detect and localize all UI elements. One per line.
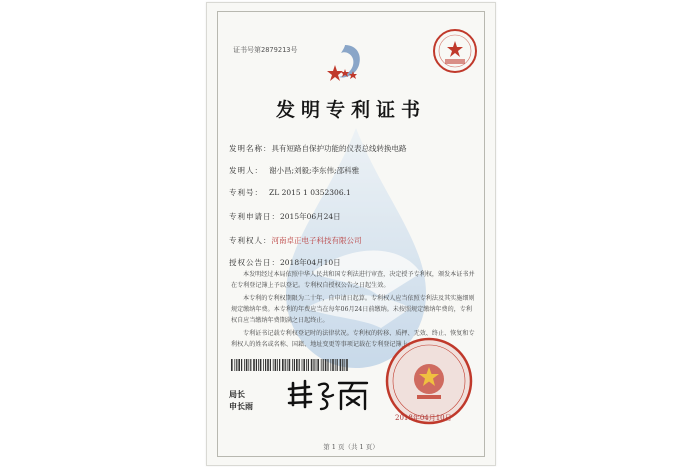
barcode-bar <box>337 359 338 371</box>
field-patentee <box>229 235 362 246</box>
barcode-bar <box>256 359 257 371</box>
certificate-paper <box>206 2 496 466</box>
barcode-bar <box>330 359 331 371</box>
certificate-title: 发明专利证书 <box>275 99 426 121</box>
barcode-bar <box>344 359 345 371</box>
field-label: 发明名称： <box>229 144 272 153</box>
field-invention-name <box>229 143 407 154</box>
page-footer: 第 1 页（共 1 页） <box>323 443 379 451</box>
barcode-bar <box>277 359 278 371</box>
barcode-bar <box>327 359 328 371</box>
barcode-bar <box>236 359 237 371</box>
field-label: 专利申请日： <box>229 212 280 221</box>
barcode-bar <box>234 359 235 371</box>
barcode-bar <box>294 359 295 371</box>
field-grant-date <box>229 257 341 268</box>
certificate-number <box>233 45 298 55</box>
field-label: 授权公告日： <box>229 258 280 267</box>
barcode-bar <box>246 359 248 371</box>
field-label: 专利号： <box>229 188 263 197</box>
barcode-bar <box>302 359 303 371</box>
barcode-bar <box>282 359 284 371</box>
barcode-bar <box>323 359 324 371</box>
field-value: 2018年04月10日 <box>280 258 341 267</box>
barcode-bar <box>273 359 274 371</box>
barcode-bar <box>244 359 245 371</box>
barcode-bar <box>332 359 334 371</box>
barcode-bar <box>296 359 298 371</box>
field-inventors <box>229 165 359 176</box>
barcode-bar <box>267 359 269 371</box>
barcode-bar <box>299 359 300 371</box>
barcode-bar <box>285 359 286 371</box>
barcode-bar <box>275 359 277 371</box>
barcode-bar <box>311 359 313 371</box>
barcode-bar <box>289 359 291 371</box>
barcode-bar <box>342 359 343 371</box>
field-patent-number <box>229 187 351 198</box>
barcode-bar <box>270 359 271 371</box>
barcode-bar <box>238 359 240 371</box>
body-paragraph: 本发明经过本局依照中华人民共和国专利法进行审查，决定授予专利权，颁发本证书并在专利登记簿上予以登记。专利权自授权公告之日起生效。 <box>231 271 475 289</box>
barcode-bar <box>321 359 322 371</box>
barcode-bar <box>263 359 264 371</box>
field-value: 河南卓正电子科技有限公司 <box>271 236 362 245</box>
certificate-number-value: 2879213 <box>261 46 291 54</box>
barcode-bar <box>303 359 305 371</box>
field-value: 谢小昌;刘毅;李东伟;邵科雅 <box>269 166 360 175</box>
barcode-bar <box>313 359 314 371</box>
field-value: 2015年06月24日 <box>280 212 341 221</box>
barcode-bar <box>292 359 293 371</box>
field-value: 具有短路自保护功能的仪表总线转换电路 <box>271 144 407 153</box>
barcode-bar <box>306 359 307 371</box>
certificate-number-label: 证书号第 <box>233 46 261 54</box>
barcode-icon <box>231 359 351 371</box>
barcode-bar <box>250 359 251 371</box>
field-value: ZL 2015 1 0352306.1 <box>269 188 351 197</box>
barcode-bar <box>248 359 249 371</box>
barcode-bar <box>241 359 242 371</box>
seal-date: 2018年04月10日 <box>395 414 452 422</box>
barcode-bar <box>265 359 266 371</box>
barcode-bar <box>287 359 288 371</box>
agency-stamp-icon <box>431 27 479 75</box>
body-paragraph: 专利证书记载专利权登记时的法律状况。专利权的转移、质押、无效、终止、恢复和专利权人的姓名或名称、国籍、地址变更等事项记载在专利登记簿上。 <box>231 330 475 348</box>
barcode-bar <box>308 359 309 371</box>
field-filing-date <box>229 211 341 222</box>
barcode-bar <box>325 359 327 371</box>
barcode-bar <box>346 359 348 371</box>
body-paragraph: 本专利的专利权期限为二十年，自申请日起算。专利权人应当依照专利法及其实施细则规定缴纳年费。本专利的年费应当在每年06月24日前缴纳。未按照规定缴纳年费的，专利权自应当缴纳年费期满之日起终止。 <box>231 295 475 324</box>
field-label: 发明人： <box>229 166 263 175</box>
field-label: 专利权人： <box>229 236 272 245</box>
barcode-bar <box>340 359 342 371</box>
director-signature-icon <box>283 375 373 415</box>
patent-office-emblem-icon <box>325 41 365 87</box>
barcode-bar <box>258 359 259 371</box>
barcode-bar <box>253 359 255 371</box>
director-title: 局长 <box>229 389 245 399</box>
barcode-bar <box>317 359 319 371</box>
barcode-bar <box>279 359 280 371</box>
director-name: 申长雨 <box>229 401 253 411</box>
certificate-number-suffix: 号 <box>290 46 298 54</box>
barcode-bar <box>260 359 262 371</box>
barcode-bar <box>231 359 233 371</box>
barcode-bar <box>316 359 317 371</box>
barcode-bar <box>335 359 336 371</box>
